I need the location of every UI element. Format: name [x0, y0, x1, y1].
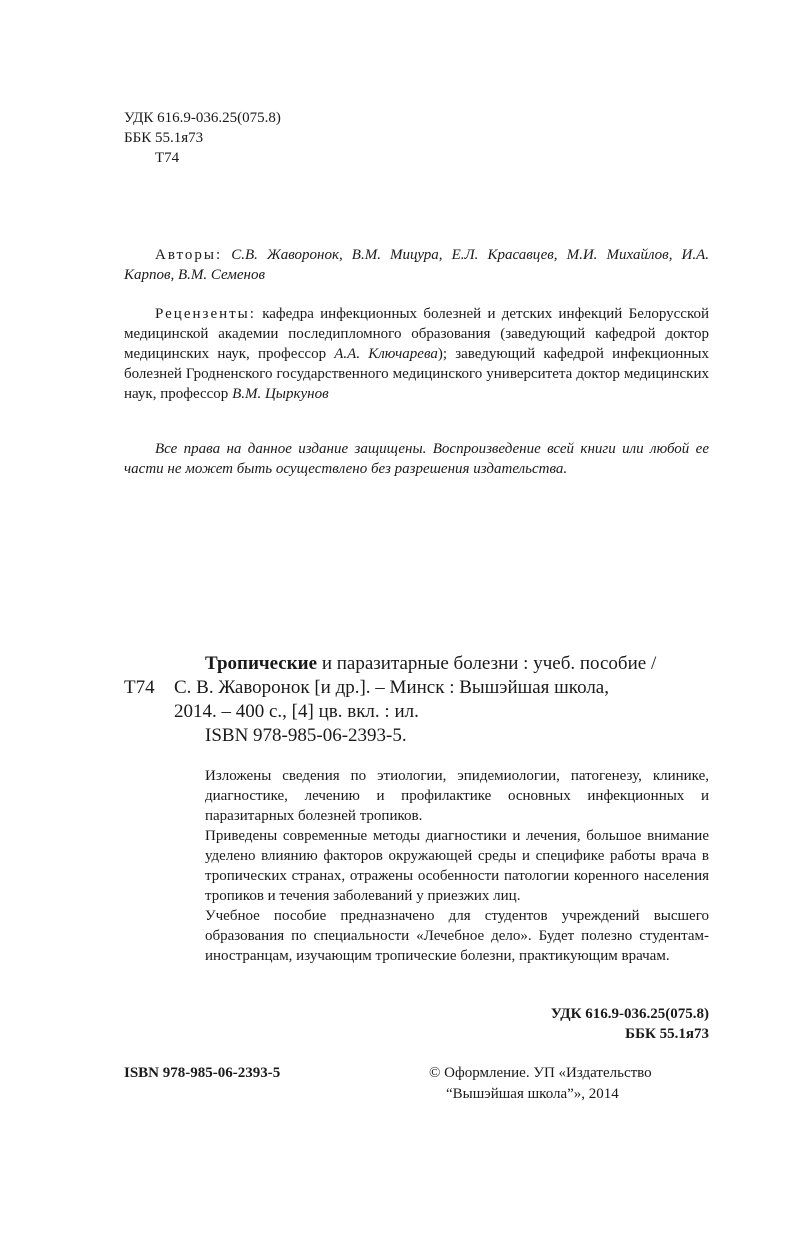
top-classification-codes [124, 108, 281, 168]
catalog-title-bold: Тропические [205, 653, 318, 674]
copyright-notice [429, 1063, 652, 1105]
rights-notice: Все права на данное издание защищены. Воспроизведение всей книги или любой ее части не может быть осуществлено без разрешения издательства. [124, 441, 709, 477]
authors-label: Авторы: [155, 247, 223, 263]
reviewer-name-2: В.М. Цыркунов [232, 386, 329, 402]
catalog-line-2: С. В. Жаворонок [и др.]. – Минск : Вышэйшая школа, [174, 677, 609, 698]
copyright-line-1: © Оформление. УП «Издательство [429, 1065, 652, 1081]
catalog-line-3: 2014. – 400 с., [4] цв. вкл. : ил. [174, 701, 419, 722]
annotation-paragraph-3: Учебное пособие предназначено для студентов учреждений высшего образования по специальности «Лечебное дело». Будет полезно студентам-иностранцам, изучающим тропические болезни, практикующим врачам. [205, 908, 709, 964]
annotation-paragraph-1: Изложены сведения по этиологии, эпидемиологии, патогенезу, клинике, диагностике, лечению и профилактике основных инфекционных и паразитарных болезней тропиков. [205, 768, 709, 824]
author-mark: Т74 [155, 150, 180, 166]
annotation [205, 766, 709, 966]
reviewers-text-2: ); заведующий кафедрой инфекционных болезней Гродненского государственного медицинского университета доктор медицинских наук, профессор [124, 346, 709, 402]
authors-names: С.В. Жаворонок, В.М. Мицура, Е.Л. Красавцев, М.И. Михайлов, И.А. Карпов, В.М. Семенов [124, 247, 710, 283]
catalog-title-rest: и паразитарные болезни : учеб. пособие / [317, 653, 657, 674]
isbn-bottom: ISBN 978-985-06-2393-5 [124, 1065, 281, 1081]
catalog-mark: Т74 [124, 677, 155, 698]
reviewers-text-1: кафедра инфекционных болезней и детских инфекций Белорусской медицинской академии последипломного образования (заведующий кафедрой доктор медицинских наук, профессор [124, 306, 710, 362]
annotation-paragraph-2: Приведены современные методы диагностики и лечения, большое внимание уделено влиянию факторов окружающей среды и специфике работы врача в тропических странах, отражены особенности патологии коренного населения тропиков и течения заболеваний у приезжих лиц. [205, 828, 709, 904]
reviewers-paragraph [124, 304, 709, 404]
copyright-line-2: “Вышэйшая школа”», 2014 [446, 1086, 619, 1102]
bottom-classification-codes [551, 1004, 709, 1044]
catalog-title-line [205, 652, 656, 676]
reviewers-label: Рецензенты: [155, 306, 256, 322]
catalog-isbn: ISBN 978-985-06-2393-5. [205, 725, 407, 746]
bottom-udk-code: УДК 616.9-036.25(075.8) [550, 1006, 709, 1022]
reviewer-name-1: А.А. Ключарева [334, 346, 438, 362]
bbk-code: ББК 55.1я73 [124, 130, 204, 146]
authors-paragraph [124, 245, 709, 285]
bottom-bbk-code: ББК 55.1я73 [625, 1026, 709, 1042]
udk-code: УДК 616.9-036.25(075.8) [124, 110, 281, 126]
